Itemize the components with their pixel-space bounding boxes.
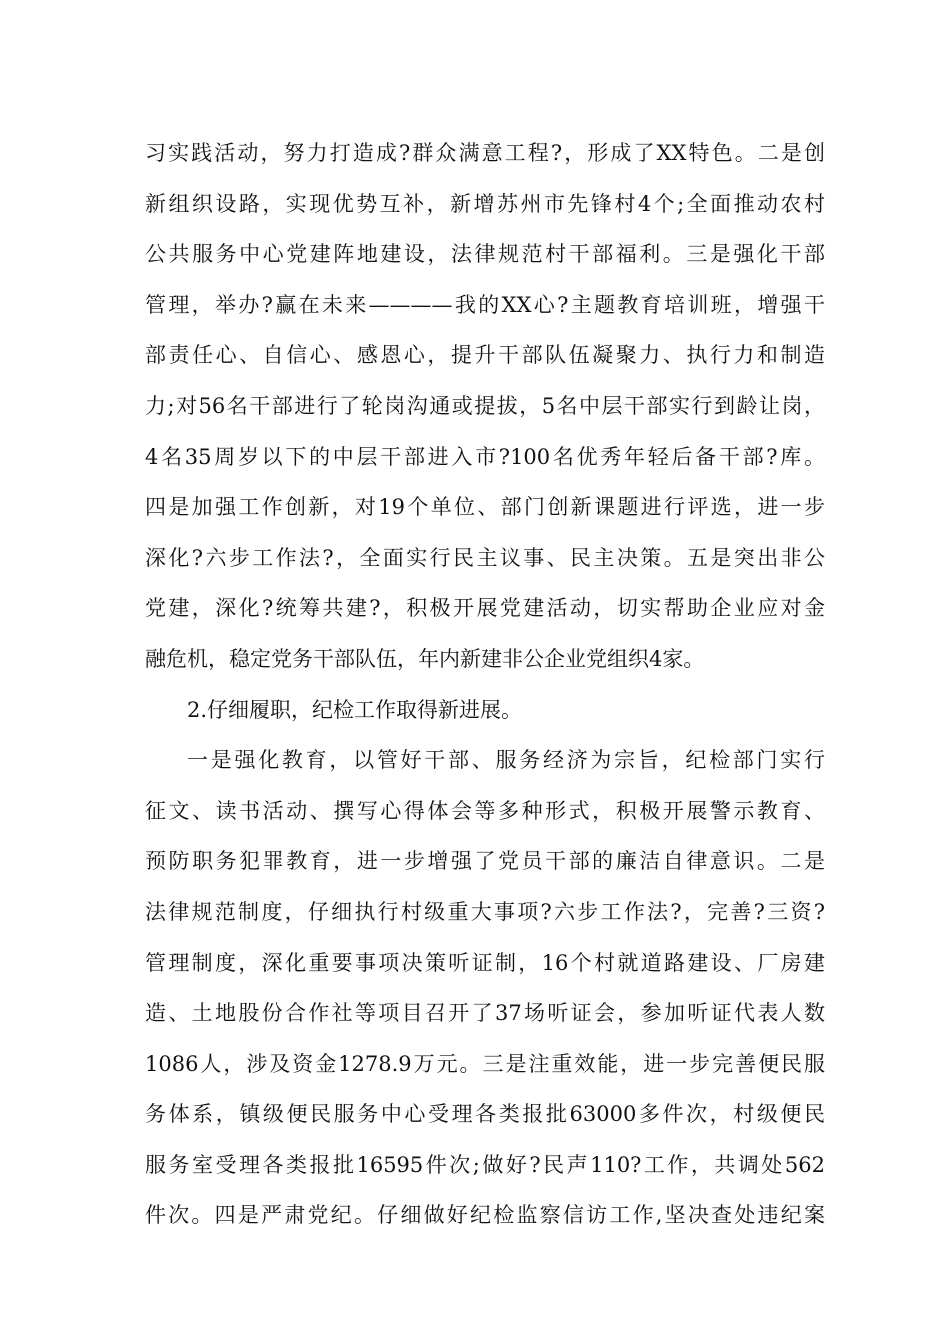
text-line: 征文、读书活动、撰写心得体会等多种形式，积极开展警示教育、 — [145, 798, 825, 823]
text-line: 四是加强工作创新，对19个单位、部门创新课题进行评选，进一步 — [145, 495, 825, 520]
text-line: 新组织设路，实现优势互补，新增苏州市先锋村4个;全面推动农村 — [145, 191, 825, 216]
text-line: 服务室受理各类报批16595件次;做好?民声110?工作，共调处562 — [145, 1152, 825, 1177]
text-line: 管理，举办?赢在未来————我的XX心?主题教育培训班，增强干 — [145, 292, 825, 317]
text-line: 件次。四是严肃党纪。仔细做好纪检监察信访工作,坚决查处违纪案 — [145, 1203, 825, 1228]
text-line: 习实践活动，努力打造成?群众满意工程?，形成了XX特色。二是创 — [145, 141, 825, 165]
text-line: 深化?六步工作法?，全面实行民主议事、民主决策。五是突出非公 — [145, 545, 825, 570]
text-line: 党建，深化?统筹共建?，积极开展党建活动，切实帮助企业应对金 — [145, 596, 825, 621]
paragraph-discipline-inspection — [145, 735, 825, 1241]
text-line: 力;对56名干部进行了轮岗沟通或提拔，5名中层干部实行到龄让岗， — [145, 393, 825, 418]
text-line: 融危机，稳定党务干部队伍，年内新建非公企业党组织4家。 — [145, 646, 705, 671]
text-line: 造、土地股份合作社等项目召开了37场听证会，参加听证代表人数 — [145, 1001, 825, 1026]
text-line: 务体系，镇级便民服务中心受理各类报批63000多件次，村级便民 — [145, 1102, 825, 1127]
text-line: 1086人，涉及资金1278.9万元。三是注重效能，进一步完善便民服 — [145, 1051, 825, 1076]
text-line: 公共服务中心党建阵地建设，法律规范村干部福利。三是强化干部 — [145, 242, 825, 267]
text-line: 管理制度，深化重要事项决策听证制，16个村就道路建设、厂房建 — [145, 950, 825, 975]
text-line: 部责任心、自信心、感恩心，提升干部队伍凝聚力、执行力和制造 — [145, 343, 825, 368]
text-line: 4名35周岁以下的中层干部进入市?100名优秀年轻后备干部?库。 — [145, 444, 825, 469]
document-body — [145, 128, 825, 1241]
text-line: 预防职务犯罪教育，进一步增强了党员干部的廉洁自律意识。二是 — [145, 849, 825, 874]
text-line: 法律规范制度，仔细执行村级重大事项?六步工作法?，完善?三资? — [145, 899, 825, 924]
text-line: 一是强化教育，以管好干部、服务经济为宗旨，纪检部门实行 — [187, 748, 825, 773]
section-heading: 2.仔细履职，纪检工作取得新进展。 — [187, 697, 523, 722]
paragraph-party-building — [145, 128, 825, 685]
